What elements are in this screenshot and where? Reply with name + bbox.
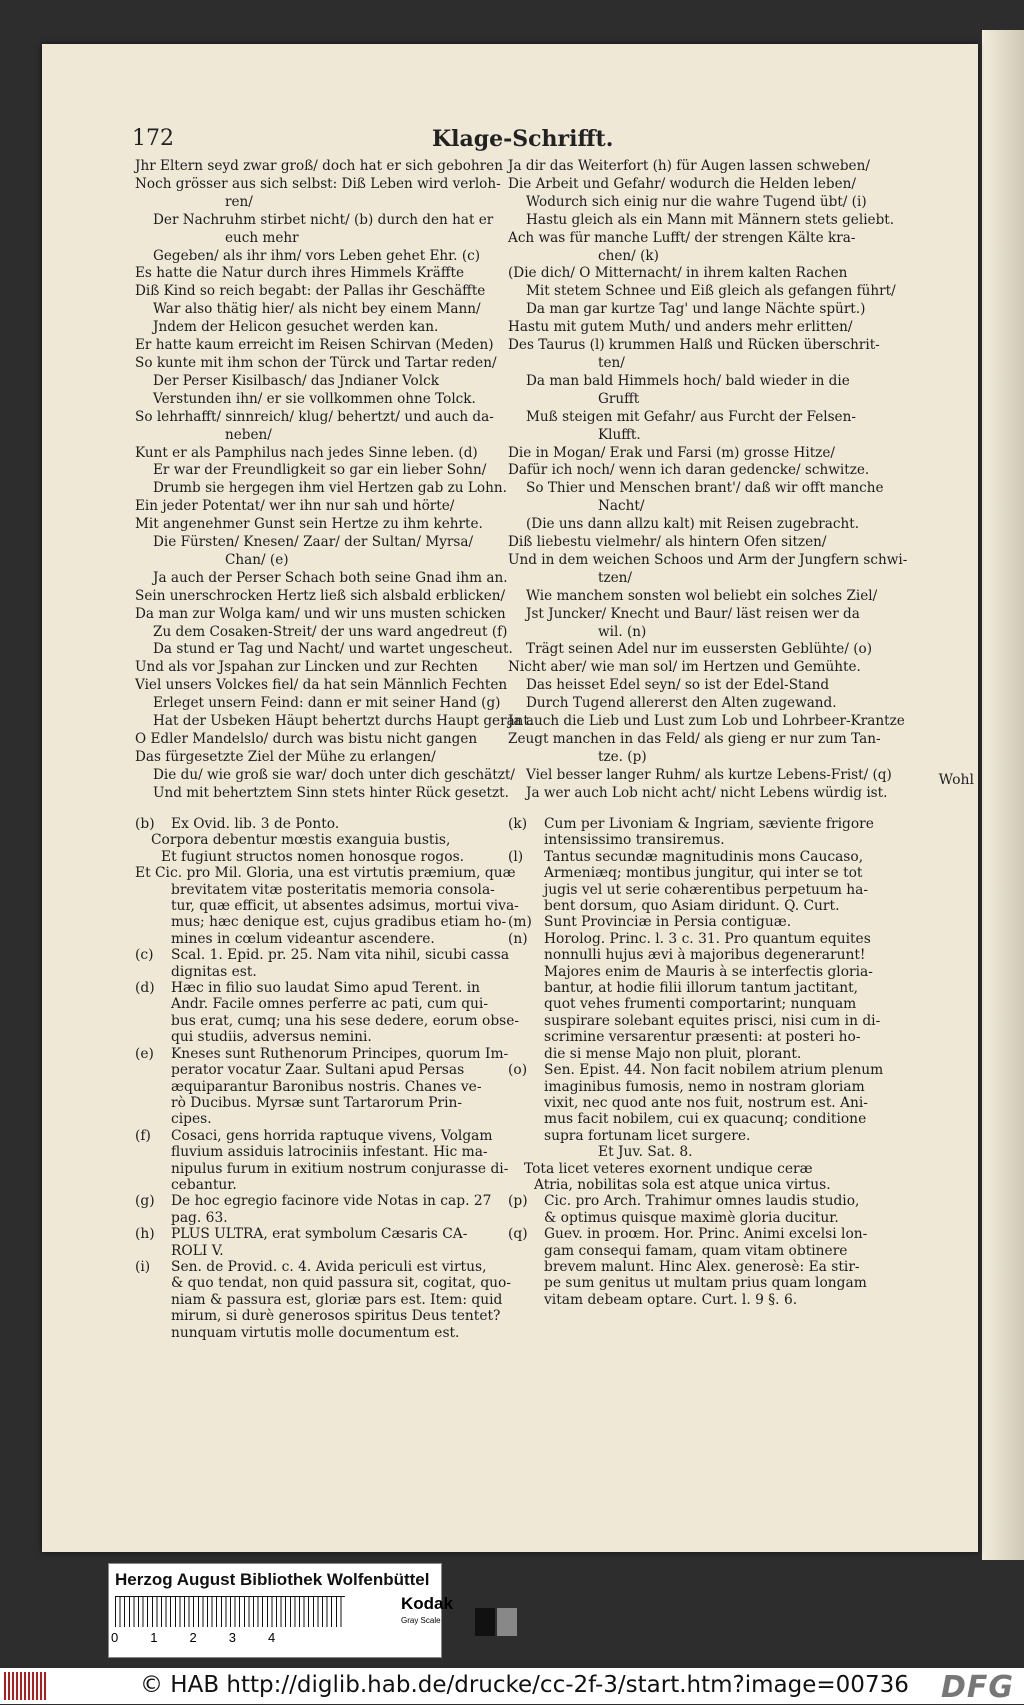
verse-line: Diß liebestu vielmehr/ als hintern Ofen sitzen/: [508, 534, 827, 551]
footnote-line: nunquam virtutis molle documentum est.: [171, 1324, 460, 1341]
verse-line: Jhr Eltern seyd zwar groß/ doch hat er sich gebohren: [135, 158, 503, 174]
footnote-line: [135, 1128, 519, 1144]
verse-line: Ja dir das Weiterfort (h) für Augen lassen schweben/: [508, 158, 870, 174]
verse-line: Grufft: [598, 390, 640, 407]
footnote-line: Corpora debentur mœstis exanguia bustis,: [151, 832, 451, 849]
footnote-text: Sen. de Provid. c. 4. Avida periculi est virtus,: [171, 1258, 487, 1275]
footnote-line: [508, 816, 883, 832]
footnote-text: Cic. pro Arch. Trahimur omnes laudis studio,: [544, 1193, 860, 1210]
dfg-logo: DFG: [940, 1670, 1014, 1705]
footnote-text: Horolog. Princ. l. 3 c. 31. Pro quantum equites: [544, 930, 871, 947]
footnote-text: PLUS ULTRA, erat symbolum Cæsaris CA-: [171, 1226, 468, 1243]
footnote-line: mus facit nobilem, cui ex quacunq; conditione: [544, 1111, 867, 1128]
footnote-line: mines in cœlum videantur ascendere.: [171, 930, 435, 947]
verse-line: Die in Mogan/ Erak und Farsi (m) grosse Hitze/: [508, 444, 835, 461]
scale-ruler: [115, 1596, 345, 1627]
verse-column-right: [508, 158, 907, 803]
footnote-marker: (k): [508, 816, 528, 832]
verse-line: Durch Tugend allererst den Alten zugewand.: [526, 695, 837, 712]
page-number: 172: [132, 126, 174, 151]
footnote-marker: (q): [508, 1226, 528, 1243]
footnote-line: Andr. Facile omnes perferre ac pati, cum qui-: [171, 996, 489, 1013]
verse-line: Jndem der Helicon gesuchet werden kan.: [153, 319, 439, 336]
footnote-line: Et Cic. pro Mil. Gloria, una est virtutis præmium, quæ: [135, 865, 516, 882]
facing-page-edge: [982, 30, 1024, 1560]
scale-number: 3: [228, 1630, 236, 1645]
footnote-line: qui studiis, adversus nemini.: [171, 1029, 372, 1046]
footnote-line: [508, 914, 883, 930]
gray-patch-mid: [497, 1608, 517, 1636]
verse-line: Viel besser langer Ruhm/ als kurtze Lebens-Frist/ (q): [526, 766, 892, 783]
page-title: Klage-Schrifft.: [432, 126, 614, 152]
verse-line: Nacht/: [598, 498, 645, 515]
footnote-line: [135, 947, 519, 963]
footnote-marker: (p): [508, 1193, 528, 1210]
footnote-line: [508, 1193, 883, 1209]
verse-line: (Die uns dann allzu kalt) mit Reisen zugebracht.: [526, 516, 860, 533]
verse-line: Zu dem Cosaken-Streit/ der uns ward angedreut (f): [153, 623, 508, 640]
verse-line: Nicht aber/ wie man sol/ im Hertzen und Gemühte.: [508, 659, 861, 676]
footnote-text: Sunt Provinciæ in Persia contiguæ.: [544, 914, 792, 931]
footnote-line: brevem malunt. Hinc Alex. generosè: Ea stir-: [544, 1258, 860, 1275]
verse-line: Die Arbeit und Gefahr/ wodurch die Helden leben/: [508, 175, 856, 192]
footnote-line: [135, 1259, 519, 1275]
footnote-line: quot vehes frumenti comportarint; nunquam: [544, 996, 857, 1013]
verse-line: Ja wer auch Lob nicht acht/ nicht Lebens würdig ist.: [526, 784, 888, 801]
footnote-line: Majores enim de Mauris à se interfectis gloria-: [544, 963, 873, 980]
verse-line: Da man gar kurtze Tag' und lange Nächte spürt.): [526, 301, 866, 318]
footnote-line: ROLI V.: [171, 1242, 224, 1259]
verse-line: tzen/: [598, 569, 633, 586]
verse-line: (Die dich/ O Mitternacht/ in ihrem kalten Rachen: [508, 265, 848, 282]
footnote-line: [135, 980, 519, 996]
verse-line: tze. (p): [598, 748, 647, 765]
verse-line: Hastu mit gutem Muth/ und anders mehr erlitten/: [508, 319, 853, 336]
footnote-line: tur, quæ efficit, ut absentes adsimus, mortui viva-: [171, 898, 519, 915]
footnote-line: brevitatem vitæ posteritatis memoria consola-: [171, 881, 495, 898]
verse-line: chen/ (k): [598, 247, 659, 264]
footnote-text: Cosaci, gens horrida raptuque vivens, Volgam: [171, 1127, 493, 1144]
verse-line: ten/: [598, 354, 625, 371]
scale-number: 0: [111, 1630, 119, 1645]
verse-line: Viel unsers Volckes fiel/ da hat sein Männlich Fechten: [135, 677, 508, 694]
verse-line: Das heisset Edel seyn/ so ist der Edel-Stand: [526, 677, 830, 694]
verse-line: So kunte mit ihm schon der Türck und Tartar reden/: [135, 354, 497, 371]
footnote-line: [508, 849, 883, 865]
footnote-text: Scal. 1. Epid. pr. 25. Nam vita nihil, sicubi cassa: [171, 947, 510, 964]
footnote-line: vitam debeam optare. Curt. l. 9 §. 6.: [544, 1291, 798, 1308]
verse-line: Er hatte kaum erreicht im Reisen Schirvan (Meden): [135, 337, 494, 354]
footnote-line: cebantur.: [171, 1176, 237, 1193]
footnote-line: [135, 1226, 519, 1242]
verse-line: Wie manchem sonsten wol beliebt ein solches Ziel/: [526, 587, 878, 604]
footnote-text: De hoc egregio facinore vide Notas in cap. 27: [171, 1193, 492, 1210]
footnote-line: nonnulli hujus ævi à majoribus degenerarunt!: [544, 947, 866, 964]
verse-line: Ach was für manche Lufft/ der strengen Kälte kra-: [508, 229, 856, 246]
footnote-marker: (f): [135, 1127, 151, 1144]
footnote-line: Tota licet veteres exornent undique ceræ: [524, 1160, 813, 1177]
footnote-line: [135, 1193, 519, 1209]
footnote-line: & optimus quisque maximè gloria ducitur.: [544, 1209, 839, 1226]
footnotes-left: [135, 816, 519, 1341]
kodak-logo: Kodak: [401, 1594, 453, 1613]
verse-line: Hastu gleich als ein Mann mit Männern stets geliebt.: [526, 211, 895, 228]
footnote-line: bantur, at hodie filii illorum tantum jactitant,: [544, 980, 859, 997]
footnote-line: imaginibus fumosis, nemo in nostram gloriam: [544, 1078, 865, 1095]
verse-line: Und mit behertztem Sinn stets hinter Rück gesetzt.: [153, 784, 509, 801]
verse-line: Jst Juncker/ Knecht und Baur/ läst reisen wer da: [526, 605, 860, 622]
scale-number: 2: [189, 1630, 197, 1645]
verse-line: Mit angenehmer Gunst sein Hertze zu ihm kehrte.: [135, 516, 483, 533]
verse-line: Zeugt manchen in das Feld/ als gieng er nur zum Tan-: [508, 731, 881, 747]
footnote-line: mus; hæc denique est, cujus gradibus etiam ho-: [171, 914, 507, 931]
footnote-line: cipes.: [171, 1111, 212, 1128]
footnote-line: fluvium assiduis latrociniis infestant. Hic ma-: [171, 1144, 488, 1161]
footnote-line: supra fortunam licet surgere.: [544, 1127, 751, 1144]
footnote-line: bent dorsum, quo Asiam diridunt. Q. Curt.: [544, 898, 840, 915]
verse-line: Die Fürsten/ Knesen/ Zaar/ der Sultan/ Myrsa/: [153, 534, 474, 551]
footnote-marker: (n): [508, 930, 528, 947]
verse-line: War also thätig hier/ als nicht bey einem Mann/: [153, 301, 481, 318]
verse-line: Noch grösser aus sich selbst: Diß Leben wird verloh-: [135, 175, 501, 192]
footnote-text: Sen. Epist. 44. Non facit nobilem atrium plenum: [544, 1062, 884, 1079]
footnote-line: [508, 931, 883, 947]
verse-line: Diß Kind so reich begabt: der Pallas ihr Geschäffte: [135, 283, 486, 300]
footnote-marker: (h): [135, 1226, 155, 1243]
library-name: Herzog August Bibliothek Wolfenbüttel: [115, 1570, 430, 1589]
footnote-line: Et Juv. Sat. 8.: [598, 1144, 693, 1161]
footnote-marker: (e): [135, 1045, 154, 1062]
footnote-line: [135, 816, 519, 832]
verse-line: Dafür ich noch/ wenn ich daran gedencke/ schwitze.: [508, 462, 870, 479]
verse-line: ren/: [225, 193, 253, 210]
verse-line: Sein unerschrocken Hertz ließ sich alsbald erblicken/: [135, 587, 506, 604]
footnote-line: Et fugiunt structos nomen honosque rogos.: [161, 848, 465, 865]
verse-line: Des Taurus (l) krummen Halß und Rücken überschrit-: [508, 337, 880, 354]
footnote-marker: (i): [135, 1258, 151, 1275]
verse-line: Wodurch sich einig nur die wahre Tugend übt/ (i): [526, 193, 867, 210]
verse-line: Das fürgesetzte Ziel der Mühe zu erlangen/: [135, 748, 436, 765]
verse-line: Erleget unsern Feind: dann er mit seiner Hand (g): [153, 695, 501, 712]
gray-scale-label: Gray Scale: [401, 1616, 441, 1625]
library-color-card: [108, 1563, 453, 1658]
footnote-line: Atria, nobilitas sola est atque unica virtus.: [534, 1176, 831, 1193]
verse-line: O Edler Mandelslo/ durch was bistu nicht gangen: [135, 731, 478, 747]
footnote-line: pe sum genitus ut multam prius quam longam: [544, 1275, 867, 1292]
verse-column-left: [135, 158, 533, 803]
scale-number: 4: [267, 1630, 276, 1645]
verse-line: Hat der Usbeken Häupt behertzt durchs Haupt gerant.: [153, 713, 534, 730]
footnote-line: rò Ducibus. Myrsæ sunt Tartarorum Prin-: [171, 1094, 463, 1111]
footnote-line: suspirare solebant equites prisci, nisi cum in di-: [544, 1012, 881, 1029]
verse-line: Trägt seinen Adel nur im eussersten Geblühte/ (o): [526, 641, 873, 658]
gray-patch-dark: [475, 1608, 495, 1636]
footnote-text: Cum per Livoniam & Ingriam, sæviente frigore: [544, 816, 874, 832]
verse-line: Verstunden ihn/ er sie vollkommen ohne Tolck.: [153, 390, 476, 407]
scale-numbers: [111, 1630, 361, 1645]
footnote-text: Kneses sunt Ruthenorum Principes, quorum Im-: [171, 1045, 509, 1062]
footnote-line: [508, 1062, 883, 1078]
verse-line: Ein jeder Potentat/ wer ihn nur sah und hörte/: [135, 498, 455, 515]
source-link[interactable]: © HAB http://diglib.hab.de/drucke/cc-2f-3/start.htm?image=00736: [140, 1672, 909, 1698]
verse-line: Es hatte die Natur durch ihres Himmels Kräffte: [135, 265, 465, 282]
footnote-line: scrimine versarentur præsenti: at posteri ho-: [544, 1029, 861, 1046]
footnote-line: intensissimo transiremus.: [544, 832, 725, 849]
footnote-line: jugis vel ut serie cohærentibus perpetuum ha-: [544, 881, 869, 898]
footnote-line: [508, 1226, 883, 1242]
verse-line: Die du/ wie groß sie war/ doch unter dich geschätzt/: [153, 766, 515, 783]
footnote-text: Hæc in filio suo laudat Simo apud Terent. in: [171, 980, 481, 997]
footnote-marker: (c): [135, 947, 154, 964]
footnote-line: bus erat, cumq; una his sese dedere, eorum obse-: [171, 1012, 520, 1029]
verse-line: Gegeben/ als ihr ihm/ vors Leben gehet Ehr. (c): [153, 247, 481, 264]
verse-line: Da man bald Himmels hoch/ bald wieder in die: [526, 372, 850, 389]
verse-line: euch mehr: [225, 229, 299, 246]
footnote-line: mirum, si durè generosos spiritus Deus tentet?: [171, 1308, 501, 1325]
verse-line: So Thier und Menschen brant'/ daß wir offt manche: [526, 480, 884, 497]
footnote-line: perator vocatur Zaar. Sultani apud Persas: [171, 1062, 465, 1079]
verse-line: Klufft.: [598, 426, 641, 443]
verse-line: Er war der Freundligkeit so gar ein lieber Sohn/: [153, 462, 487, 479]
footnote-marker: (o): [508, 1062, 528, 1079]
verse-line: Und als vor Jspahan zur Lincken und zur Rechten: [135, 659, 478, 676]
footnote-line: [135, 1046, 519, 1062]
scale-number: 1: [150, 1630, 158, 1645]
footnote-line: dignitas est.: [171, 963, 257, 980]
verse-line: neben/: [225, 426, 272, 443]
footnote-text: Tantus secundæ magnitudinis mons Caucaso,: [544, 848, 864, 865]
verse-line: Chan/ (e): [225, 551, 289, 568]
footnote-line: æquiparantur Baronibus nostris. Chanes ve-: [171, 1078, 482, 1095]
verse-line: Der Perser Kisilbasch/ das Jndianer Volck: [153, 372, 439, 389]
footnote-line: & quo tendat, non quid passura sit, cogitat, quo-: [171, 1275, 512, 1292]
verse-line: wil. (n): [598, 623, 647, 640]
catchword: Wohl: [938, 772, 974, 788]
verse-line: Ja auch der Perser Schach both seine Gnad ihm an.: [153, 569, 508, 586]
verse-line: Muß steigen mit Gefahr/ aus Furcht der Felsen-: [526, 408, 856, 425]
footnote-line: nipulus furum in exitium nostrum conjurasse di-: [171, 1160, 509, 1177]
footnote-text: Guev. in proœm. Hor. Princ. Animi excelsi lon-: [544, 1226, 868, 1243]
footnote-line: vixit, nec quod ante nos fuit, nostrum est. Ani-: [544, 1094, 868, 1111]
footnote-marker: (d): [135, 980, 155, 997]
footnote-marker: (b): [135, 816, 155, 832]
verse-line: So lehrhafft/ sinnreich/ klug/ behertzt/ und auch da-: [135, 408, 494, 425]
verse-line: Drumb sie hergegen ihm viel Hertzen gab zu Lohn.: [153, 480, 507, 497]
footnote-marker: (l): [508, 848, 524, 865]
footnote-line: niam & passura est, gloriæ pars est. Item: quid: [171, 1291, 503, 1308]
viewer-footer: [0, 1668, 1024, 1704]
footnotes-right: [508, 816, 883, 1308]
verse-line: Mit stetem Schnee und Eiß gleich als gefangen führt/: [526, 283, 896, 300]
footnote-line: gam consequi famam, quam vitam obtinere: [544, 1242, 848, 1259]
footnote-line: pag. 63.: [171, 1209, 228, 1226]
footnote-marker: (g): [135, 1193, 155, 1210]
footnote-line: die si mense Majo non pluit, plorant.: [544, 1045, 802, 1062]
footnote-marker: (m): [508, 914, 532, 931]
verse-line: Kunt er als Pamphilus nach jedes Sinne leben. (d): [135, 444, 478, 461]
barcode-icon: [4, 1672, 48, 1700]
verse-line: Da man zur Wolga kam/ und wir uns musten schicken: [135, 605, 506, 622]
verse-line: Der Nachruhm stirbet nicht/ (b) durch den hat er: [153, 211, 494, 228]
footnote-text: Ex Ovid. lib. 3 de Ponto.: [171, 816, 340, 832]
verse-line: Ja auch die Lieb und Lust zum Lob und Lohrbeer-Krantze: [508, 713, 905, 730]
footnote-line: Armeniæq; montibus jungitur, qui inter se tot: [544, 865, 863, 882]
verse-line: Und in dem weichen Schoos und Arm der Jungfern schwi-: [508, 551, 908, 568]
verse-line: Da stund er Tag und Nacht/ und wartet ungescheut.: [153, 641, 513, 658]
